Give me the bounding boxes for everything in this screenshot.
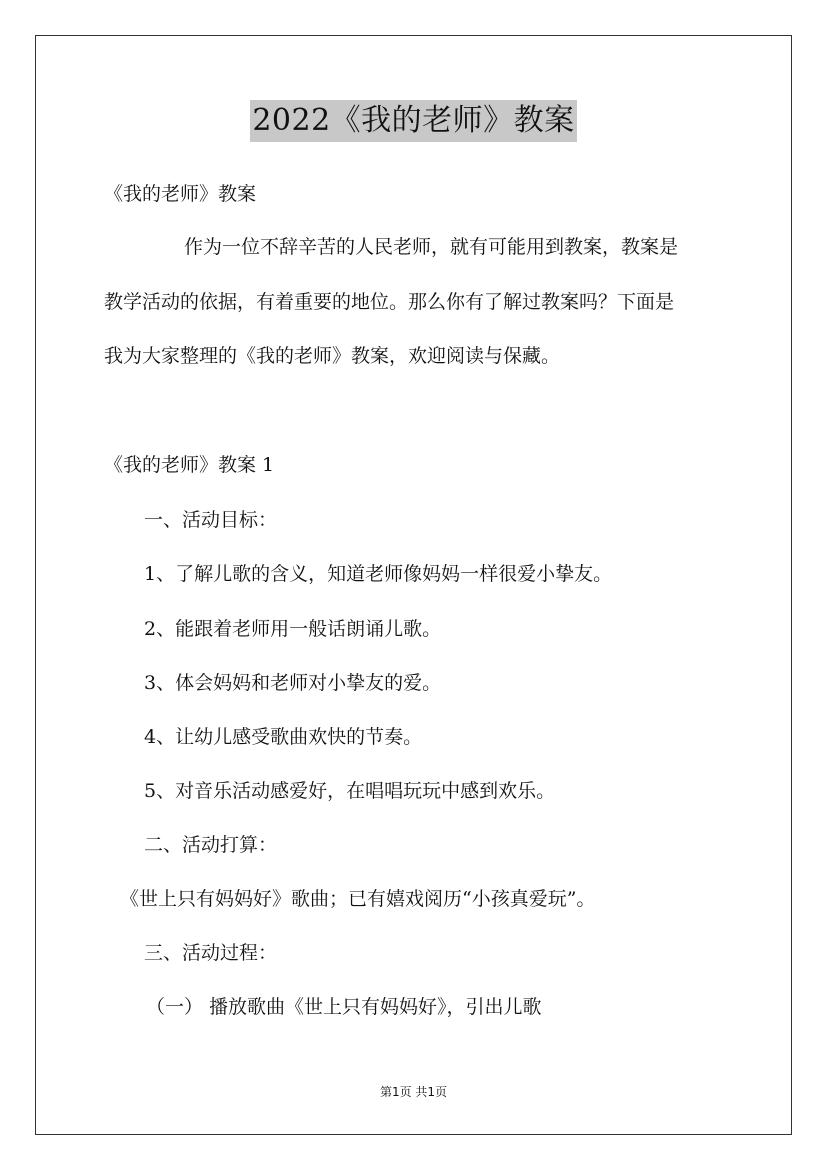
page-footer xyxy=(0,1084,827,1100)
heading-process: 三、活动过程： xyxy=(144,942,278,964)
heading-objectives: 一、活动目标： xyxy=(144,509,278,531)
intro-line-3: 我为大家整理的《我的老师》教案，欢迎阅读与保藏。 xyxy=(104,345,561,367)
intro-line-1: 作为一位不辞辛苦的人民老师，就有可能用到教案，教案是 xyxy=(184,236,679,258)
preparation-text: 《世上只有妈妈好》歌曲；已有嬉戏阅历“小孩真爱玩”。 xyxy=(120,888,596,910)
objective-item-1: 1、了解儿歌的含义，知道老师像妈妈一样很爱小挚友。 xyxy=(144,563,613,585)
section-heading: 《我的老师》教案 1 xyxy=(104,454,275,476)
objective-item-2: 2、能跟着老师用一般话朗诵儿歌。 xyxy=(144,618,442,640)
intro-line-2: 教学活动的依据，有着重要的地位。那么你有了解过教案吗？下面是 xyxy=(104,291,675,313)
subtitle-line: 《我的老师》教案 xyxy=(104,183,257,205)
objective-item-5: 5、对音乐活动感爱好，在唱唱玩玩中感到欢乐。 xyxy=(144,780,556,802)
page-number-label: 第1页 共1页 xyxy=(379,1085,448,1099)
title-container xyxy=(0,100,827,142)
document-title: 2022《我的老师》教案 xyxy=(250,100,576,142)
objective-item-3: 3、体会妈妈和老师对小挚友的爱。 xyxy=(144,672,442,694)
process-step-1: （一） 播放歌曲《世上只有妈妈好》，引出儿歌 xyxy=(146,996,542,1018)
heading-preparation: 二、活动打算： xyxy=(144,834,278,856)
objective-item-4: 4、让幼儿感受歌曲欢快的节奏。 xyxy=(144,726,423,748)
